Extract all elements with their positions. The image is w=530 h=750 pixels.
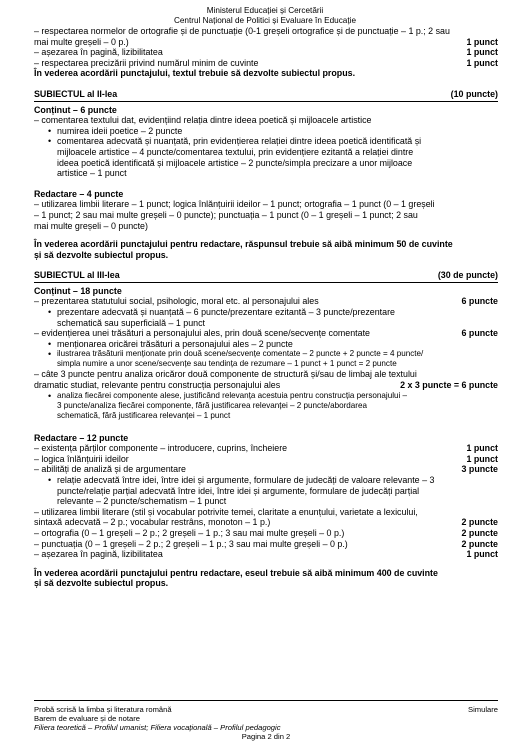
- footer-profile: Filiera teoretică – Profilul umanist; Filiera vocațională – Profilul pedagogic: [34, 723, 281, 733]
- section-3-item-1-bullets: [34, 307, 498, 328]
- section-3-red-4: [34, 517, 498, 528]
- section-3-red-5: [34, 528, 498, 539]
- section-2-content-bullets: [34, 126, 498, 179]
- section-3-item-2-bullets: [34, 339, 498, 370]
- section-3-item-1: [34, 296, 498, 307]
- section-3-red-6-points: 2 puncte: [461, 538, 498, 549]
- section-3-item-3-bullets: [34, 391, 498, 421]
- top-line-4-points: 1 punct: [466, 57, 498, 68]
- section-3-red-7: [34, 549, 498, 560]
- section-3-red-2: [34, 454, 498, 465]
- section-2-note-line-1: În vederea acordării punctajului pentru redactare, răspunsul trebuie să aibă minimum 50 de cuvinte: [34, 239, 453, 250]
- top-line-2: mai multe greșeli – 0 p.): [34, 36, 129, 47]
- section-3-red-3-points: 3 puncte: [461, 464, 498, 475]
- section-3-item-3-bullet-line-2: 3 puncte/analiza fiecărei componente, fără justificarea relevanței – 2 puncte/abordarea: [57, 400, 368, 410]
- section-3-item-1-bullet-line-2: schematică sau superficială – 1 punct: [57, 317, 205, 328]
- section-3-red-4-line-1: – utilizarea limbii literare (stil și vocabular potrivite temei, claritate a enunțului, varietate a lexicului,: [34, 506, 418, 517]
- section-3-content-heading: Conținut – 18 puncte: [34, 285, 122, 296]
- section-3-note-line-2: și să dezvolte subiectul propus.: [34, 578, 169, 589]
- section-3-red-1: [34, 443, 498, 454]
- section-3-redactare-heading: Redactare – 12 puncte: [34, 432, 129, 443]
- section-3-red-3-bullets: [34, 475, 498, 507]
- section-3-red-1-points: 1 punct: [466, 443, 498, 454]
- section-3-red-3-bullet: [57, 475, 498, 507]
- section-3-item-1-text: – prezentarea statutului social, psihologic, moral etc. al personajului ales: [34, 296, 319, 307]
- section-2-content-heading: Conținut – 6 puncte: [34, 104, 117, 115]
- top-line-4: – respectarea precizării privind numărul minim de cuvinte: [34, 57, 259, 68]
- section-3-red-6: [34, 539, 498, 550]
- section-2-bullet-1: • numirea ideii poetice – 2 puncte: [57, 126, 498, 137]
- footer-session: Simulare: [468, 705, 498, 714]
- page-footer: [34, 700, 498, 741]
- section-2-content-item: – comentarea textului dat, evidențiind relația dintre ideea poetică și mijloacele artistice: [34, 115, 372, 126]
- section-3-item-3-bullet-line-1: • analiza fiecărei componente alese, justificând relevanța acestuia pentru construcția personajului –: [57, 390, 408, 400]
- section-3-red-6-text: – punctuația (0 – 1 greșeli – 2 p.; 2 greșeli – 1 p.; 3 sau mai multe greșeli – 0 p.): [34, 538, 348, 549]
- section-3-points: (30 de puncte): [437, 270, 498, 281]
- section-3-item-3: [34, 380, 498, 391]
- section-3-item-2-bullet-2: [57, 349, 498, 369]
- top-row-4: [34, 58, 498, 69]
- section-3-item-2-points: 6 puncte: [461, 328, 498, 339]
- section-3-red-4-line-2: sintaxă adecvată – 2 p.; vocabular restrâns, monoton – 1 p.): [34, 517, 271, 528]
- section-2-bullet-2-line-3: ideea poetică identificată și mijloacele artistice – 2 puncte/simpla precizare a unor mijloace: [57, 157, 413, 168]
- section-3-item-3-bullet: [57, 391, 498, 421]
- section-3-heading: [34, 270, 498, 283]
- section-3-item-1-bullet: [57, 307, 498, 328]
- header-center: Centrul Național de Politici și Evaluare în Educație: [173, 16, 357, 25]
- section-3-red-2-points: 1 punct: [466, 453, 498, 464]
- page-number: Pagina 2 din 2: [241, 732, 291, 742]
- footer-exam-name: Probă scrisă la limba și literatura română: [34, 705, 172, 714]
- header-ministry: Ministerul Educației și Cercetării: [206, 6, 324, 15]
- section-3-red-3-bullet-line-3: relevante – 2 puncte/schematism – 1 punct: [57, 496, 227, 507]
- section-3-item-1-bullet-line-1: • prezentare adecvată și nuanțată – 6 puncte/prezentare ezitantă – 3 puncte/prezentare: [57, 307, 395, 318]
- section-2-redactare-heading: Redactare – 4 puncte: [34, 188, 124, 199]
- top-row-3: [34, 47, 498, 58]
- section-2-redactare-line-2: – 1 punct; 2 sau mai multe greșeli – 0 puncte); punctuația – 1 punct (0 – 1 greșeli – 1 punct; 2 sau: [34, 209, 418, 220]
- section-3-item-1-points: 6 puncte: [461, 296, 498, 307]
- section-3-item-2: [34, 328, 498, 339]
- document-content: [34, 26, 498, 589]
- section-3-item-3-bullet-line-3: schematică, fără justificarea relevanței – 1 punct: [57, 410, 231, 420]
- section-2-redactare-line-3: mai multe greșeli – 0 puncte): [34, 220, 148, 231]
- section-3-item-3-line-2: dramatic studiat, relevante pentru construcția personajului ales: [34, 380, 281, 391]
- section-3-red-4-points: 2 puncte: [461, 517, 498, 528]
- section-3-red-3: [34, 464, 498, 475]
- section-3-red-3-bullet-line-2: puncte/relație parțial adecvată între idei, între idei și argumente, formulare de judecăți parțial: [57, 485, 420, 496]
- section-2-title: SUBIECTUL al II-lea: [34, 88, 118, 99]
- top-note: În vederea acordării punctajului, textul trebuie să dezvolte subiectul propus.: [34, 68, 356, 79]
- section-3-note-line-1: În vederea acordării punctajului pentru redactare, eseul trebuie să aibă minimum 400 de cuvinte: [34, 567, 438, 578]
- section-3-red-3-text: – abilități de analiză și de argumentare: [34, 464, 186, 475]
- section-2-points: (10 puncte): [450, 88, 498, 99]
- top-line-2-points: 1 punct: [466, 36, 498, 47]
- section-2-bullet-2-line-1: • comentarea adecvată și nuanțată, prin evidențierea relației dintre ideea poetică identificată și: [57, 136, 422, 147]
- section-2-note-line-2: și să dezvolte subiectul propus.: [34, 249, 169, 260]
- section-2-bullet-2: [57, 136, 498, 178]
- top-line-3-points: 1 punct: [466, 47, 498, 58]
- section-3-item-3-line-1: – câte 3 puncte pentru analiza oricăror două componente de structură și/sau de limbaj ale textului: [34, 369, 417, 380]
- top-line-1: – respectarea normelor de ortografie și de punctuație (0-1 greșeli ortografice și de punctuație – 1 p.; 2 sau: [34, 26, 450, 36]
- top-row-2: [34, 37, 498, 48]
- section-3-item-3-points: 2 x 3 puncte = 6 puncte: [400, 380, 498, 391]
- section-3-red-7-text: – așezarea în pagină, lizibilitatea: [34, 549, 163, 560]
- page-header: [0, 6, 530, 26]
- section-3-item-2-text: – evidențierea unei trăsături a personajului ales, prin două scene/secvențe comentate: [34, 328, 370, 339]
- top-line-3: – așezarea în pagină, lizibilitatea: [34, 47, 163, 58]
- section-3-title: SUBIECTUL al III-lea: [34, 270, 120, 281]
- section-2-bullet-2-line-2: mijloacele artistice – 4 puncte/comentarea textului, prin evidențiere ezitantă a relației dintre: [57, 146, 414, 157]
- section-3-red-2-text: – logica înlănțuirii ideilor: [34, 453, 129, 464]
- section-2-heading: [34, 89, 498, 102]
- section-3-red-5-text: – ortografia (0 – 1 greșeli – 2 p.; 2 greșeli – 1 p.; 3 sau mai multe greșeli – 0 p.): [34, 527, 345, 538]
- footer-row-1: [34, 705, 498, 714]
- section-3-item-2-bullet-1: • menționarea oricărei trăsături a personajului ales – 2 puncte: [57, 339, 498, 350]
- section-3-red-3-bullet-line-1: • relație adecvată între idei, între idei și argumente, formulare de judecăți de valoare relevante – 3: [57, 475, 435, 485]
- section-3-item-2-bullet-2-line-1: • ilustrarea trăsăturii menționate prin două scene/secvențe comentate – 2 puncte + 2 puncte = 4 puncte/: [57, 349, 424, 359]
- footer-barem: Barem de evaluare și de notare: [34, 714, 140, 724]
- section-2-redactare-line-1: – utilizarea limbii literare – 1 punct; logica înlănțuirii ideilor – 1 punct; ortografia – 1 punct (0 – 1 greșeli: [34, 199, 435, 210]
- section-3-item-2-bullet-2-line-2: simpla numire a unor scene/secvențe sau tendința de rezumare – 1 punct + 1 punct = 2 puncte: [57, 359, 397, 369]
- section-3-red-1-text: – existența părților componente – introducere, cuprins, încheiere: [34, 443, 288, 454]
- section-3-red-5-points: 2 puncte: [461, 527, 498, 538]
- section-3-red-7-points: 1 punct: [466, 549, 498, 560]
- section-2-bullet-2-line-4: artistice – 1 punct: [57, 168, 127, 179]
